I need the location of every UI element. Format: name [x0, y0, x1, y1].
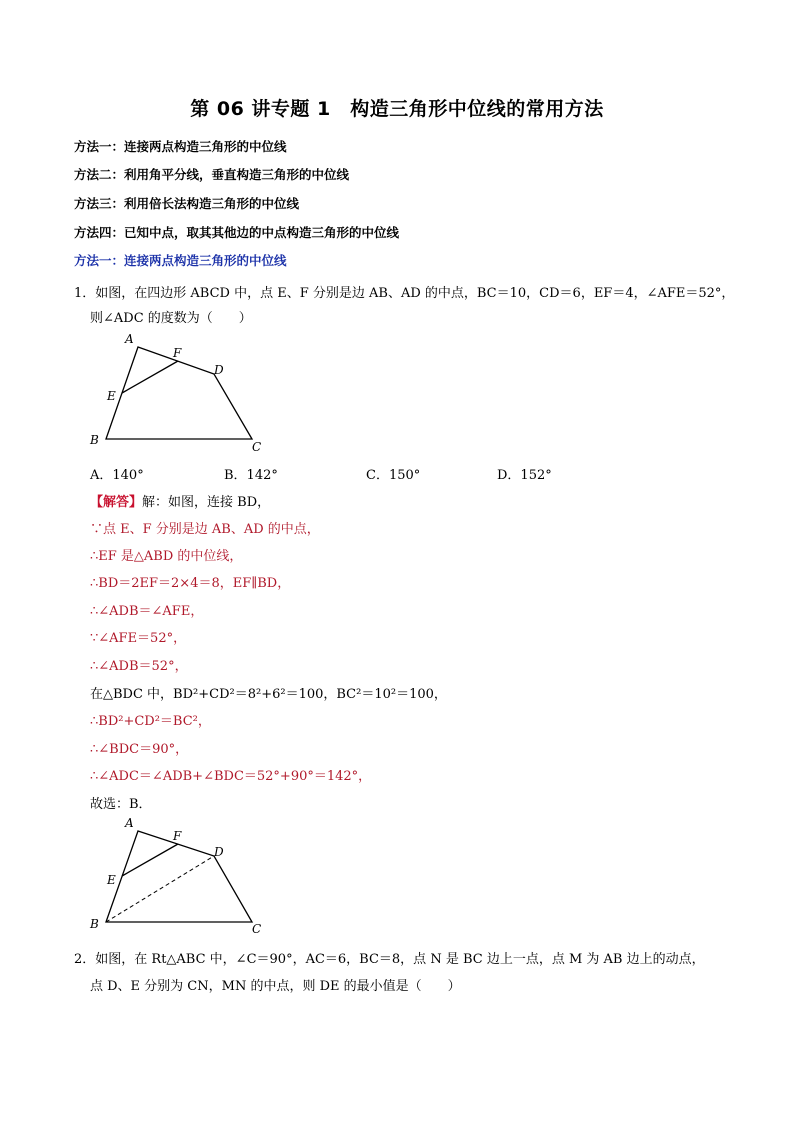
answer-line-2: ∵点 E、F 分别是边 AB、AD 的中点， [90, 522, 320, 537]
q1-line1 [74, 282, 734, 301]
answer-text-1: 解：如图，连接 BD， [142, 495, 271, 510]
answer-line-11: ∴∠ADC＝∠ADB+∠BDC＝52°+90°＝142°， [90, 769, 372, 784]
segment-bd-dashed [106, 856, 214, 922]
q1-text: 如图，在四边形 ABCD 中，点 E、F 分别是边 AB、AD 的中点，BC＝10，CD＝6，EF＝4，∠AFE＝52°， [95, 286, 735, 301]
q2-text: 如图，在 Rt△ABC 中，∠C＝90°，AC＝6，BC＝8，点 N 是 BC 边上一点，点 M 为 AB 边上的动点， [95, 952, 705, 967]
label-b: B [90, 433, 99, 447]
quadrilateral-abcd-2 [106, 831, 252, 922]
q1-figure-2 [84, 812, 274, 937]
page-title: 第 06 讲专题 1 构造三角形中位线的常用方法 [190, 98, 604, 120]
segment-ef [122, 361, 178, 393]
method-4: 方法四：已知中点，取其其他边的中点构造三角形的中位线 [74, 225, 400, 240]
section-heading: 方法一：连接两点构造三角形的中位线 [74, 253, 287, 268]
segment-ef-2 [122, 844, 178, 876]
method-1: 方法一：连接两点构造三角形的中位线 [74, 139, 287, 154]
q1-figure-1 [84, 330, 274, 455]
label-a-2: A [125, 816, 134, 830]
answer-line-10: ∴∠BDC＝90°， [90, 742, 189, 757]
label-b-2: B [90, 917, 99, 931]
method-2: 方法二：利用角平分线，垂直构造三角形的中位线 [74, 167, 350, 182]
q2-line1 [74, 948, 705, 967]
q2-number: 2． [74, 952, 96, 967]
answer-line-3: ∴EF 是△ABD 的中位线， [90, 549, 243, 564]
q1-line2: 则∠ADC 的度数为（ ） [90, 311, 252, 326]
answer-line-6: ∵∠AFE＝52°， [90, 631, 187, 646]
q1-number: 1． [74, 286, 96, 301]
choice-d: D．152° [497, 468, 552, 483]
answer-line-5: ∴∠ADB＝∠AFE， [90, 604, 204, 619]
answer-line-9: ∴BD²+CD²＝BC²， [90, 714, 211, 729]
answer-line-1 [90, 491, 270, 510]
label-d: D [214, 363, 224, 377]
choice-c: C．150° [366, 468, 421, 483]
label-a: A [125, 332, 134, 346]
label-e-2: E [107, 873, 116, 887]
method-3: 方法三：利用倍长法构造三角形的中位线 [74, 196, 300, 211]
answer-line-8: 在△BDC 中，BD²+CD²＝8²+6²＝100，BC²＝10²＝100， [90, 687, 447, 702]
label-f-2: F [173, 829, 182, 843]
answer-line-12: 故选：B． [90, 797, 152, 812]
label-e: E [107, 389, 116, 403]
label-f: F [173, 346, 182, 360]
label-d-2: D [214, 845, 224, 859]
quadrilateral-abcd [106, 347, 252, 439]
choice-a: A．140° [90, 468, 144, 483]
label-c-2: C [252, 922, 262, 936]
q2-line2: 点 D、E 分别为 CN，MN 的中点，则 DE 的最小值是（ ） [90, 979, 461, 994]
answer-line-7: ∴∠ADB＝52°， [90, 659, 188, 674]
answer-line-4: ∴BD＝2EF＝2×4＝8，EF∥BD， [90, 576, 291, 591]
answer-tag: 【解答】 [90, 495, 143, 510]
q1-choices [90, 464, 690, 482]
label-c: C [252, 440, 262, 454]
choice-b: B．142° [224, 468, 278, 483]
